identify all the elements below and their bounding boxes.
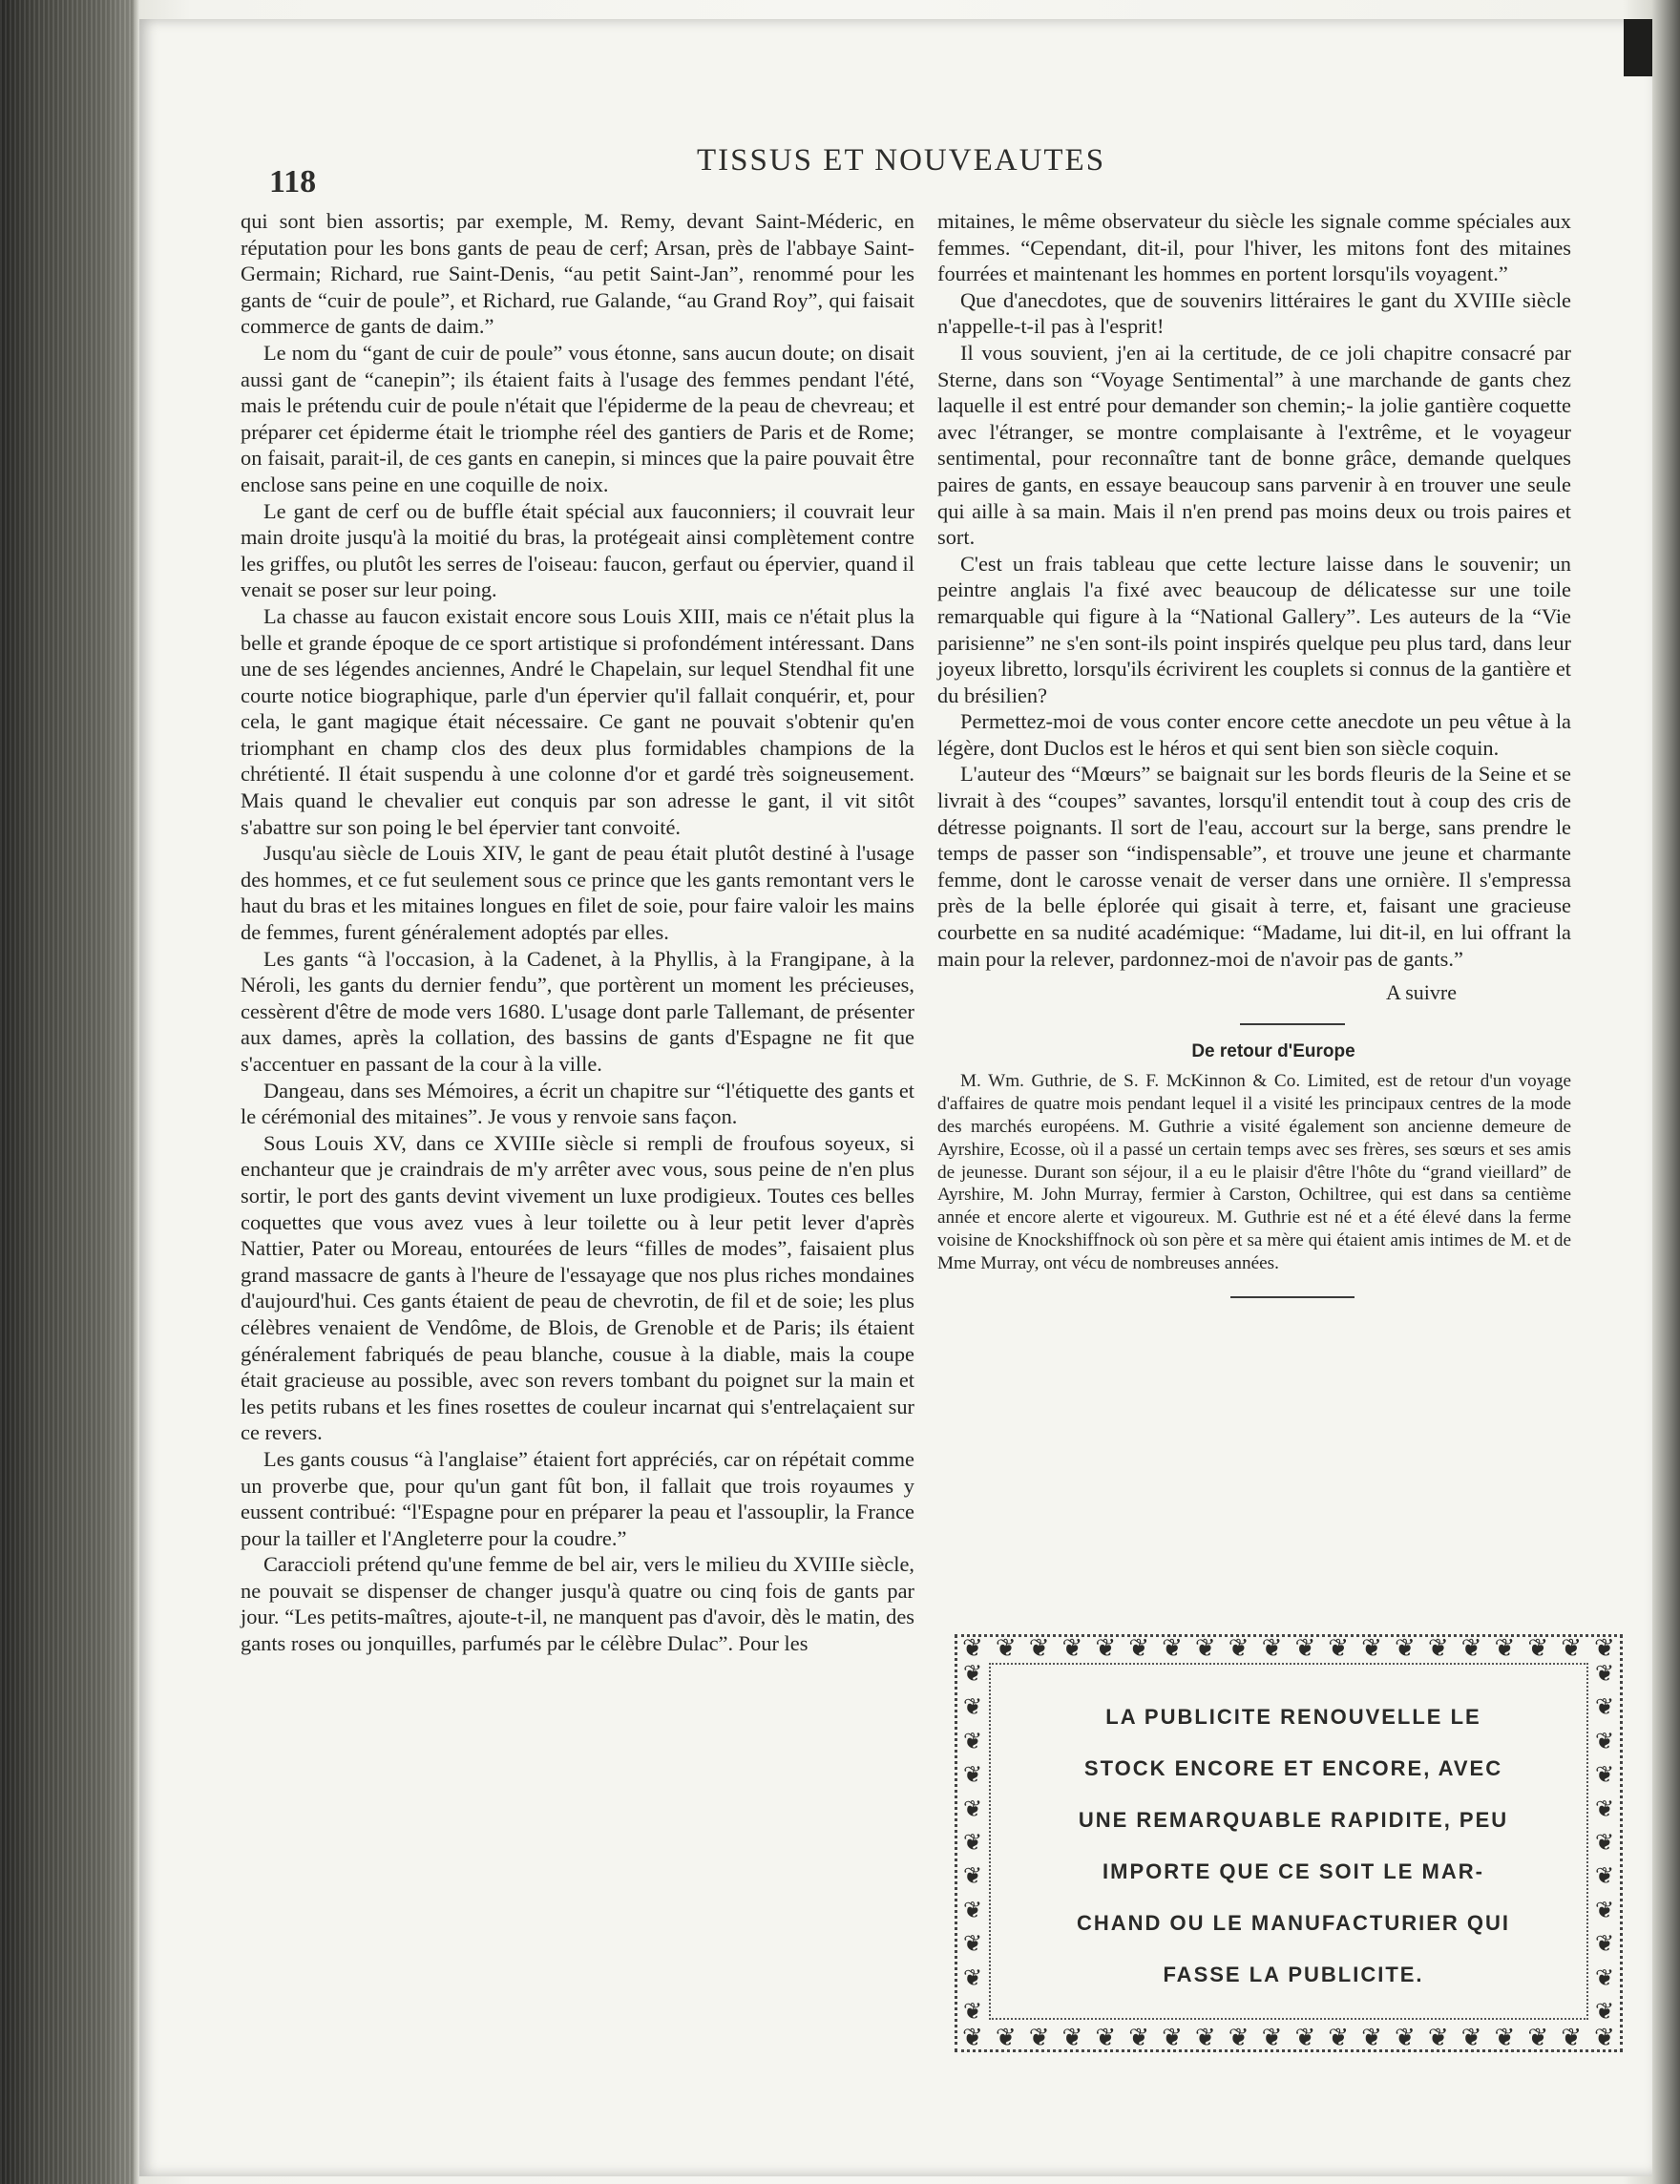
ad-line: LA PUBLICITE RENOUVELLE LE xyxy=(1105,1705,1481,1729)
fleuron-ornament-icon: ❦ xyxy=(962,1796,983,1822)
fleuron-ornament-icon: ❦ xyxy=(1394,2024,1416,2051)
paragraph: Sous Louis XV, dans ce XVIIIe siècle si rempli de froufous soyeux, si enchanteur que je craindrais de m'y arrêter avec vous, sous peine de n'en plus sortir, le port des gants devint vivement un luxe prodigieux. Toutes ces belles coquettes que vous avez vues à leur toilette ou à leur petit lever d'après Nattier, Pater ou Moreau, entourées de leurs “filles de modes”, faisaient plus grand massacre de gants à l'heure de l'essayage que nos plus riches mondaines d'aujourd'hui. Ces gants étaient de peau de chevrotin, de fil et de soie; les plus célèbres venaient de Vendôme, de Blois, de Grenoble et de Paris; ils étaient généralement fabriqués de peau blanche, cousue à la diable, mais la coupe était gracieuse au possible, avec son revers tombant du poignet sur la main et les petits rubans et les fines rosettes de couleur incarnat qui s'entrelaçaient sur ce revers. xyxy=(241,1130,914,1445)
paragraph: Le nom du “gant de cuir de poule” vous étonne, sans aucun doute; on disait aussi gant de “canepin”; ils étaient faits à l'usage des femmes pendant l'été, mais le prétendu cuir de poule n'était que l'épiderme de la peau de chevreau; et préparer cet épiderme était le triomphe réel des gantiers de Paris et de Rome; on faisait, parait-il, de ces gants en canepin, si minces que la paire pouvait être enclose sans peine en une coquille de noix. xyxy=(241,340,914,496)
fleuron-ornament-icon: ❦ xyxy=(1294,2024,1316,2051)
paragraph: C'est un frais tableau que cette lecture laisse dans le souvenir; un peintre anglais l'a fixé avec beaucoup de délicatesse sur une toile remarquable qui figure à la “National Gallery”. Les auteurs de la “Vie parisienne” ne s'en sont-ils point inspirés quelque peu plus tard, dans leur joyeux libretto, lorsqu'ils écrivirent les couplets si connus de la gantière et du brésilien? xyxy=(937,551,1571,707)
fleuron-ornament-icon: ❦ xyxy=(1594,1796,1615,1822)
ornament-row-top xyxy=(962,1634,1615,1663)
paragraph: mitaines, le même observateur du siècle les signale comme spéciales aux femmes. “Cependant, dit-il, pour l'hiver, les mitons font des mitaines fourrées et maintenant les hommes en portent lorsqu'ils voyagent.” xyxy=(937,209,1571,286)
fleuron-ornament-icon: ❦ xyxy=(1394,1634,1416,1662)
fleuron-ornament-icon: ❦ xyxy=(962,1864,983,1890)
ornament-row-bottom xyxy=(962,2024,1615,2052)
ad-line: FASSE LA PUBLICITE. xyxy=(1163,1963,1424,1986)
fleuron-ornament-icon: ❦ xyxy=(962,1634,983,1662)
fleuron-ornament-icon: ❦ xyxy=(1427,2024,1449,2051)
fleuron-ornament-icon: ❦ xyxy=(1294,1634,1316,1662)
fleuron-ornament-icon: ❦ xyxy=(1061,2024,1083,2051)
fleuron-ornament-icon: ❦ xyxy=(962,1729,983,1754)
fleuron-ornament-icon: ❦ xyxy=(1128,2024,1150,2051)
paragraph: Le gant de cerf ou de buffle était spécial aux fauconniers; il couvrait leur main droite jusqu'à la moitié du bras, la protégeait ainsi complètement contre les griffes, ou plutôt les serres de l'oiseau: faucon, gerfaut ou épervier, quand il venait se poser sur leur poing. xyxy=(241,498,914,602)
ornament-column-right xyxy=(1590,1663,1619,2024)
fleuron-ornament-icon: ❦ xyxy=(1427,1634,1449,1662)
paragraph: Caraccioli prétend qu'une femme de bel air, vers le milieu du XVIIIe siècle, ne pouvait se dispenser de changer jusqu'à quatre ou cinq fois de gants par jour. “Les petits-maîtres, ajoute-t-il, ne manquent pas d'avoir, dès le matin, des gants roses ou jonquilles, parfumés par le célèbre Dulac”. Pour les xyxy=(241,1552,914,1656)
left-text-column xyxy=(241,208,914,1657)
right-text-column xyxy=(937,208,1571,1298)
paragraph: La chasse au faucon existait encore sous Louis XIII, mais ce n'était plus la belle et grande époque de ce sport artistique si profondément intéressant. Dans une de ses légendes anciennes, André le Chapelain, sur lequel Stendhal fit une courte notice biographique, parle d'un épervier qu'il fallait conquérir, et, pour cela, le gant magique était nécessaire. Ce gant ne pouvait s'obtenir qu'en triomphant en champ clos des deux plus formidables champions de la chrétienté. Il était suspendu à une colonne d'or et gardé très soigneusement. Mais quand le chevalier eut conquis par son adresse le gant, il vit sitôt s'abattre sur son poing le bel épervier tant convoité. xyxy=(241,603,914,839)
fleuron-ornament-icon: ❦ xyxy=(1594,1999,1615,2025)
section-divider xyxy=(1230,1296,1354,1298)
fleuron-ornament-icon: ❦ xyxy=(962,1695,983,1721)
paragraph: Que d'anecdotes, que de souvenirs littéraires le gant du XVIIIe siècle n'appelle-t-il pas à l'esprit! xyxy=(937,287,1571,339)
news-heading: De retour d'Europe xyxy=(1191,1040,1355,1061)
ad-line: STOCK ENCORE ET ENCORE, AVEC xyxy=(1083,1756,1503,1780)
paragraph: Jusqu'au siècle de Louis XIV, le gant de peau était plutôt destiné à l'usage des hommes, et ce fut seulement sous ce prince que les gants remontant vers le haut du bras et les mitaines longues en filet de soie, pour faire valoir les mains de femmes, furent généralement adoptés par elles. xyxy=(241,841,914,945)
fleuron-ornament-icon: ❦ xyxy=(1594,1729,1615,1754)
fleuron-ornament-icon: ❦ xyxy=(962,1662,983,1687)
paragraph: L'auteur des “Mœurs” se baignait sur les bords fleuris de la Seine et se livrait à des “coupes” savantes, lorsqu'il entendit tout à coup des cris de détresse poignants. Il sort de l'eau, accourt sur la berge, sans prendre le temps de passer son “indispensable”, et trouve une jeune et charmante femme, dont le carosse venait de verser dans une ornière. Il s'empressa près de la belle éplorée qui gisait à terre, et, faisant une gracieuse courbette en sa nudité académique: “Madame, lui dit-il, en lui offrant la main pour la relever, pardonnez-moi de n'avoir pas de gants.” xyxy=(937,762,1571,971)
fleuron-ornament-icon: ❦ xyxy=(962,1830,983,1856)
paragraph: Dangeau, dans ses Mémoires, a écrit un chapitre sur “l'étiquette des gants et le cérémonial des mitaines”. Je vous y renvoie sans façon. xyxy=(241,1078,914,1129)
fleuron-ornament-icon: ❦ xyxy=(1594,1695,1615,1721)
ad-text xyxy=(1012,1691,1575,2001)
fleuron-ornament-icon: ❦ xyxy=(1561,1634,1582,1662)
fleuron-ornament-icon: ❦ xyxy=(1061,1634,1083,1662)
fleuron-ornament-icon: ❦ xyxy=(1128,1634,1150,1662)
fleuron-ornament-icon: ❦ xyxy=(1328,1634,1350,1662)
page-corner-shadow xyxy=(1624,19,1652,76)
fleuron-ornament-icon: ❦ xyxy=(1494,2024,1516,2051)
paragraph: Permettez-moi de vous conter encore cette anecdote un peu vêtue à la légère, dont Duclos est le héros et qui sent bien son siècle coquin. xyxy=(937,709,1571,760)
fleuron-ornament-icon: ❦ xyxy=(962,1763,983,1789)
ad-line: UNE REMARQUABLE RAPIDITE, PEU xyxy=(1078,1808,1509,1832)
paragraph: Les gants cousus “à l'anglaise” étaient fort appréciés, car on répétait comme un proverbe que, pour qu'un gant fût bon, il fallait que trois royaumes y eussent contribué: “l'Espagne pour en préparer la peau et l'assouplir, la France pour la tailler et l'Angleterre pour la coudre.” xyxy=(241,1446,914,1550)
fleuron-ornament-icon: ❦ xyxy=(1594,1662,1615,1687)
fleuron-ornament-icon: ❦ xyxy=(1594,2024,1615,2051)
paragraph: Les gants “à l'occasion, à la Cadenet, à la Phyllis, à la Frangipane, à la Néroli, les gants du dernier fendu”, que portèrent un moment les précieuses, cessèrent d'être de mode vers 1680. L'usage dont parle Tallemant, de présenter aux dames, après la collation, des bassins de gants d'Espagne ne fit que s'accentuer en passant de la cour à la ville. xyxy=(241,946,914,1076)
fleuron-ornament-icon: ❦ xyxy=(1261,2024,1283,2051)
fleuron-ornament-icon: ❦ xyxy=(1494,1634,1516,1662)
fleuron-ornament-icon: ❦ xyxy=(1162,1634,1183,1662)
fleuron-ornament-icon: ❦ xyxy=(962,1898,983,1923)
fleuron-ornament-icon: ❦ xyxy=(1228,1634,1250,1662)
fleuron-ornament-icon: ❦ xyxy=(1028,1634,1050,1662)
fleuron-ornament-icon: ❦ xyxy=(1460,2024,1482,2051)
fleuron-ornament-icon: ❦ xyxy=(1594,1763,1615,1789)
fleuron-ornament-icon: ❦ xyxy=(962,2024,983,2051)
fleuron-ornament-icon: ❦ xyxy=(1527,1634,1549,1662)
fleuron-ornament-icon: ❦ xyxy=(1261,1634,1283,1662)
book-page-edges xyxy=(0,0,134,2184)
news-body: M. Wm. Guthrie, de S. F. McKinnon & Co. Limited, est de retour d'un voyage d'affaires de quatre mois pendant lequel il a visité les principaux centres de la mode des marchés européens. M. Guthrie a visité également son ancienne demeure de Ayrshire, Ecosse, où il a passé un certain temps avec ses frères, ses sœurs et ses amis de jeunesse. Durant son séjour, il a eu le plaisir d'être l'hôte du “grand vieillard” de Ayrshire, M. John Murray, fermier à Carston, Ochiltree, qui est dans sa centième année et encore alerte et vigoureux. M. Guthrie est né et a été élevé dans la ferme voisine de Knockshiffnock où son père et sa mère qui étaient amis intimes de M. et de Mme Murray, ont vécu de nombreuses années. xyxy=(937,1071,1571,1273)
fleuron-ornament-icon: ❦ xyxy=(1561,2024,1582,2051)
fleuron-ornament-icon: ❦ xyxy=(962,1932,983,1958)
fleuron-ornament-icon: ❦ xyxy=(1194,2024,1216,2051)
ad-line: IMPORTE QUE CE SOIT LE MAR- xyxy=(1102,1859,1484,1883)
fleuron-ornament-icon: ❦ xyxy=(1028,2024,1050,2051)
fleuron-ornament-icon: ❦ xyxy=(1594,1634,1615,1662)
page-number: 118 xyxy=(269,164,317,200)
a-suivre-note: A suivre xyxy=(1386,980,1457,1005)
fleuron-ornament-icon: ❦ xyxy=(1228,2024,1250,2051)
fleuron-ornament-icon: ❦ xyxy=(1594,1898,1615,1923)
fleuron-ornament-icon: ❦ xyxy=(995,2024,1017,2051)
fleuron-ornament-icon: ❦ xyxy=(1194,1634,1216,1662)
fleuron-ornament-icon: ❦ xyxy=(1594,1932,1615,1958)
ornament-column-left xyxy=(958,1663,987,2024)
fleuron-ornament-icon: ❦ xyxy=(1328,2024,1350,2051)
fleuron-ornament-icon: ❦ xyxy=(995,1634,1017,1662)
fleuron-ornament-icon: ❦ xyxy=(1594,1864,1615,1890)
paragraph: Il vous souvient, j'en ai la certitude, de ce joli chapitre consacré par Sterne, dans son “Voyage Sentimental” à une marchande de gants chez laquelle il est entré pour demander son chemin;- la jolie gantière coquette avec l'étranger, se montre complaisante à l'extrême, et le voyageur sentimental, pour reconnaître tant de bonne grâce, demande quelques paires de gants, en essaye beaucoup sans parvenir à en trouver une seule qui aille à sa main. Mais il n'en prend pas moins deux ou trois paires et sort. xyxy=(937,340,1571,550)
paragraph: qui sont bien assortis; par exemple, M. Remy, devant Saint-Méderic, en réputation pour les bons gants de peau de cerf; Arsan, près de l'abbaye Saint-Germain; Richard, rue Saint-Denis, “au petit Saint-Jan”, renommé pour les gants de “cuir de poule”, et Richard, rue Galande, “au Grand Roy”, qui faisait commerce de gants de daim.” xyxy=(241,209,914,339)
fleuron-ornament-icon: ❦ xyxy=(1594,1830,1615,1856)
news-item xyxy=(937,1070,1571,1274)
fleuron-ornament-icon: ❦ xyxy=(962,1965,983,1991)
fleuron-ornament-icon: ❦ xyxy=(1460,1634,1482,1662)
fleuron-ornament-icon: ❦ xyxy=(1361,1634,1382,1662)
fleuron-ornament-icon: ❦ xyxy=(962,1999,983,2025)
fleuron-ornament-icon: ❦ xyxy=(1095,2024,1117,2051)
fleuron-ornament-icon: ❦ xyxy=(1594,1965,1615,1991)
running-title: TISSUS ET NOUVEAUTES xyxy=(697,143,1106,178)
fleuron-ornament-icon: ❦ xyxy=(1162,2024,1183,2051)
fleuron-ornament-icon: ❦ xyxy=(1095,1634,1117,1662)
section-divider xyxy=(1240,1023,1345,1025)
advertisement-box xyxy=(955,1634,1623,2052)
fleuron-ornament-icon: ❦ xyxy=(1527,2024,1549,2051)
fleuron-ornament-icon: ❦ xyxy=(1361,2024,1382,2051)
ad-line: CHAND OU LE MANUFACTURIER QUI xyxy=(1077,1911,1510,1935)
